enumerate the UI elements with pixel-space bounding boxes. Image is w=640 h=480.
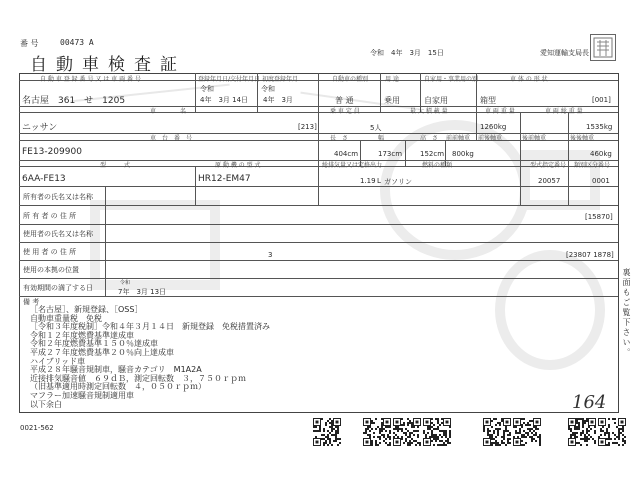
note-line: ハイブリッド車: [30, 356, 86, 366]
gross-weight: 1535kg: [586, 123, 613, 131]
reg-date: 4年 3月 14日: [200, 96, 249, 104]
owner-address-label: 所 有 者 の 住 所: [23, 212, 77, 220]
note-line: 以下余白: [30, 399, 62, 409]
header-height: 高 さ: [420, 135, 439, 142]
note-line: 平成２８年騒音規制車，騒音カテゴリ M1A2A: [30, 365, 202, 375]
chassis-number: FE13-209900: [22, 147, 82, 157]
header-name: 車 名: [150, 108, 187, 115]
header-rr-axle: 後後軸重: [570, 135, 595, 142]
header-displacement: 総排気量又は定格出力: [322, 162, 383, 169]
header-vehicle-weight: 車 両 重 量: [485, 108, 515, 115]
qr-code-icon: [313, 418, 341, 446]
owner-name-label: 所有者の氏名又は名称: [23, 193, 93, 201]
form-code: 0021-562: [20, 424, 54, 432]
header-car-kind: 自動車の種別: [332, 76, 369, 83]
official-seal: [590, 34, 616, 61]
base-location-label: 使用の本拠の位置: [23, 266, 79, 274]
expiry-date: 7年 3月 13日: [118, 288, 167, 296]
qr-code-icon: [568, 418, 596, 446]
header-model: 型 式: [100, 162, 131, 169]
type-designation: 20057: [538, 177, 561, 185]
user-name-label: 使用者の氏名又は名称: [23, 230, 93, 238]
private-business: 自家用: [424, 96, 448, 105]
handwritten-number: 164: [572, 392, 607, 413]
header-ff-axle: 前前軸重: [446, 135, 471, 142]
header-gross-weight: 車 両 総 重 量: [545, 108, 583, 115]
qr-code-icon: [423, 418, 451, 446]
vehicle-weight: 1260kg: [480, 123, 507, 131]
length: 404cm: [334, 150, 359, 158]
issuer-name: 愛知運輸支局長: [540, 49, 589, 57]
car-kind: 普 通: [335, 96, 354, 105]
engine-model: HR12-EM47: [198, 174, 251, 184]
notes-label: 備 考: [23, 298, 40, 306]
user-address-num: 3: [268, 251, 273, 259]
issue-date: 令和 4年 3月 15日: [370, 49, 444, 57]
model: 6AA-FE13: [22, 174, 66, 184]
user-address-code: [23807 1878]: [566, 251, 614, 259]
user-address-label: 使 用 者 の 住 所: [23, 248, 77, 256]
header-first-reg: 初度登録年月: [262, 76, 299, 83]
reg-number: 名古屋 361 せ 1205: [22, 96, 126, 106]
displacement-unit: L: [377, 177, 381, 185]
first-reg-era: 令和: [261, 85, 275, 93]
header-max-load: 最 大 積 載 量: [410, 108, 448, 115]
header-rf-axle: 後前軸重: [522, 135, 547, 142]
note-line: （旧基準適用時測定回転数 ４，０５０ｒｐｍ）: [30, 382, 206, 392]
body-code: [001]: [592, 96, 611, 104]
qr-code-icon: [363, 418, 391, 446]
header-chassis-no: 車 台 番 号: [150, 135, 193, 142]
header-length: 長 さ: [330, 135, 349, 142]
car-name-code: [213]: [298, 123, 317, 131]
cert-number-label: 番 号: [20, 39, 39, 48]
note-line: マフラー加速騒音規制適用車: [30, 390, 134, 400]
note-line: 近接排気騒音値 ６９ｄＢ，測定回転数 ３，７５０ｒｐｍ: [30, 373, 246, 383]
qr-code-icon: [598, 418, 626, 446]
qr-code-icon: [513, 418, 541, 446]
header-capacity: 乗 車 定 員: [330, 108, 360, 115]
header-reg-no: 自 動 車 登 録 番 号 又 は 車 両 番 号: [40, 76, 141, 83]
header-width: 幅: [378, 135, 385, 142]
ff-axle-weight: 800kg: [452, 150, 474, 158]
rr-axle-weight: 460kg: [590, 150, 612, 158]
header-engine-model: 原 動 機 の 型 式: [215, 162, 261, 169]
displacement: 1.19: [360, 177, 376, 185]
header-fuel: 燃料の種類: [422, 162, 453, 169]
expiry-label: 有効期間の満了する日: [23, 284, 93, 292]
note-line: 令和２年度燃費基準１５０％達成車: [30, 339, 158, 349]
note-line: 平成２７年度燃費基準２０％向上達成車: [30, 347, 174, 357]
note-line: 自動車重量税 免税: [30, 313, 102, 323]
capacity: 5人: [370, 124, 382, 132]
header-type-designation: 型式指定番号: [530, 162, 567, 169]
note-line: 令和１２年度燃費基準達成車: [30, 330, 134, 340]
notes-block: [30, 306, 270, 409]
header-category-code: 類別区分番号: [574, 162, 611, 169]
header-use: 用 途: [385, 76, 399, 83]
qr-code-icon: [393, 418, 421, 446]
note-line: ［名古屋］、新規登録、［OSS］: [30, 305, 143, 314]
width: 173cm: [378, 150, 403, 158]
qr-code-icon: [483, 418, 511, 446]
back-side-notice: 裏面もご覧下さい。: [622, 268, 631, 358]
expiry-era: 令和: [120, 280, 131, 286]
header-reg-date: 登録年月日/交付年月日: [198, 76, 261, 83]
body-shape: 箱型: [480, 96, 496, 105]
first-reg-date: 4年 3月: [263, 96, 293, 104]
category-code: 0001: [592, 177, 610, 185]
car-name: ニッサン: [22, 123, 58, 133]
height: 152cm: [420, 150, 445, 158]
header-body-shape: 車 体 の 形 状: [510, 76, 548, 83]
fuel: ガソリン: [384, 178, 412, 186]
header-private-business: 自家用・事業用の別: [424, 76, 479, 83]
owner-address-code: [15870]: [585, 213, 613, 221]
note-line: ［令和３年度税制］令和４年３月１４日 新規登録 免税措置済み: [30, 322, 270, 332]
header-fr-axle: 前後軸重: [478, 135, 503, 142]
use: 乗用: [384, 96, 400, 105]
document-title: 自動車検査証: [30, 55, 186, 75]
reg-era: 令和: [200, 85, 214, 93]
cert-number: 00473 A: [60, 38, 94, 47]
